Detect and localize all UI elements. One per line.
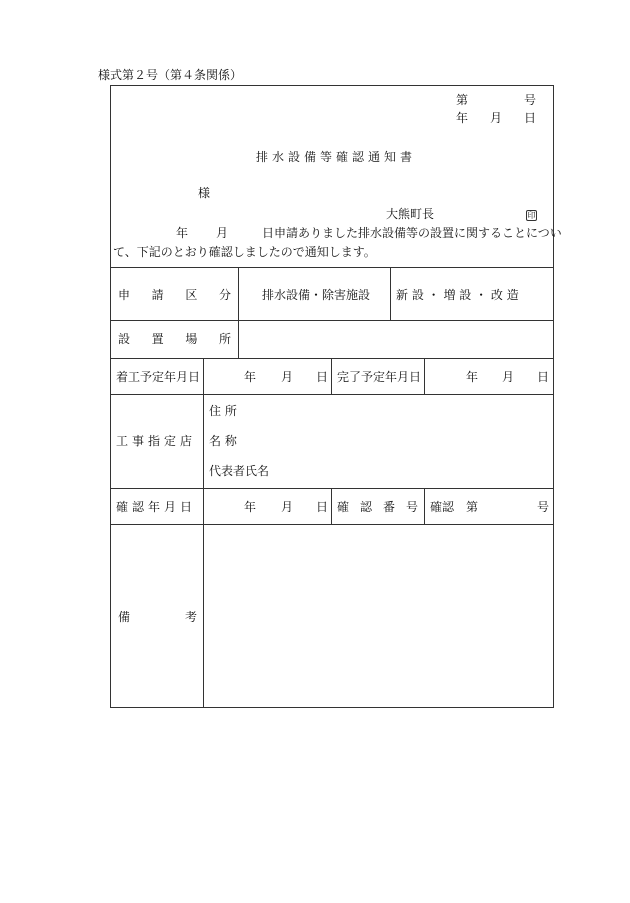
contractor-rep-label: 代表者氏名 xyxy=(209,464,270,478)
confirm-number-prefix: 確認 第 xyxy=(430,500,479,514)
contractor-name-label: 名 称 xyxy=(209,434,237,448)
col-divider xyxy=(331,358,332,394)
work-type-options: 新 設 ・ 増 設 ・ 改 造 xyxy=(396,288,519,302)
confirm-number-label: 確 認 番 号 xyxy=(337,500,418,514)
body-text-line1: 日申請ありました排水設備等の設置に関することについ xyxy=(262,226,562,240)
confirm-number-suffix: 号 xyxy=(537,500,550,514)
col-divider xyxy=(238,320,239,358)
doc-number-prefix: 第 xyxy=(456,93,469,107)
row-divider xyxy=(110,524,554,525)
body-month: 月 xyxy=(216,226,229,240)
doc-date-day: 日 xyxy=(524,111,537,125)
doc-number-suffix: 号 xyxy=(524,93,537,107)
end-date-label: 完了予定年月日 xyxy=(337,370,422,384)
confirm-date-year: 年 xyxy=(244,500,257,514)
document-title: 排水設備等確認通知書 xyxy=(256,150,417,164)
doc-date-year: 年 xyxy=(456,111,469,125)
start-date-month: 月 xyxy=(281,370,294,384)
contractor-address-label: 住 所 xyxy=(209,404,237,418)
application-type-value: 排水設備・除害施設 xyxy=(262,288,371,302)
body-text-line2: て、下記のとおり確認しましたので通知します。 xyxy=(113,245,376,259)
application-type-label: 申 請 区 分 xyxy=(118,288,231,302)
issuer-name: 大熊町長 xyxy=(386,207,435,221)
seal-icon: 印 xyxy=(527,211,536,220)
confirm-date-day: 日 xyxy=(316,500,329,514)
body-year: 年 xyxy=(176,226,189,240)
addressee-suffix: 様 xyxy=(198,186,211,200)
location-label: 設 置 場 所 xyxy=(118,332,231,346)
remarks-label: 備 考 xyxy=(118,610,197,624)
col-divider xyxy=(424,488,425,524)
col-divider xyxy=(424,358,425,394)
start-date-day: 日 xyxy=(316,370,329,384)
end-date-year: 年 xyxy=(466,370,479,384)
col-divider xyxy=(238,267,239,320)
confirm-date-label: 確認年月日 xyxy=(116,500,197,514)
row-divider xyxy=(110,394,554,395)
start-date-year: 年 xyxy=(244,370,257,384)
col-divider xyxy=(390,267,391,320)
form-label: 様式第２号（第４条関係） xyxy=(98,68,243,82)
end-date-day: 日 xyxy=(537,370,550,384)
row-divider xyxy=(110,267,554,268)
start-date-label: 着工予定年月日 xyxy=(116,370,201,384)
doc-date-month: 月 xyxy=(490,111,503,125)
col-divider xyxy=(331,488,332,524)
row-divider xyxy=(110,320,554,321)
row-divider xyxy=(110,488,554,489)
row-divider xyxy=(110,358,554,359)
end-date-month: 月 xyxy=(502,370,515,384)
contractor-label: 工事指定店 xyxy=(116,434,197,448)
col-divider xyxy=(203,358,204,708)
confirm-date-month: 月 xyxy=(281,500,294,514)
